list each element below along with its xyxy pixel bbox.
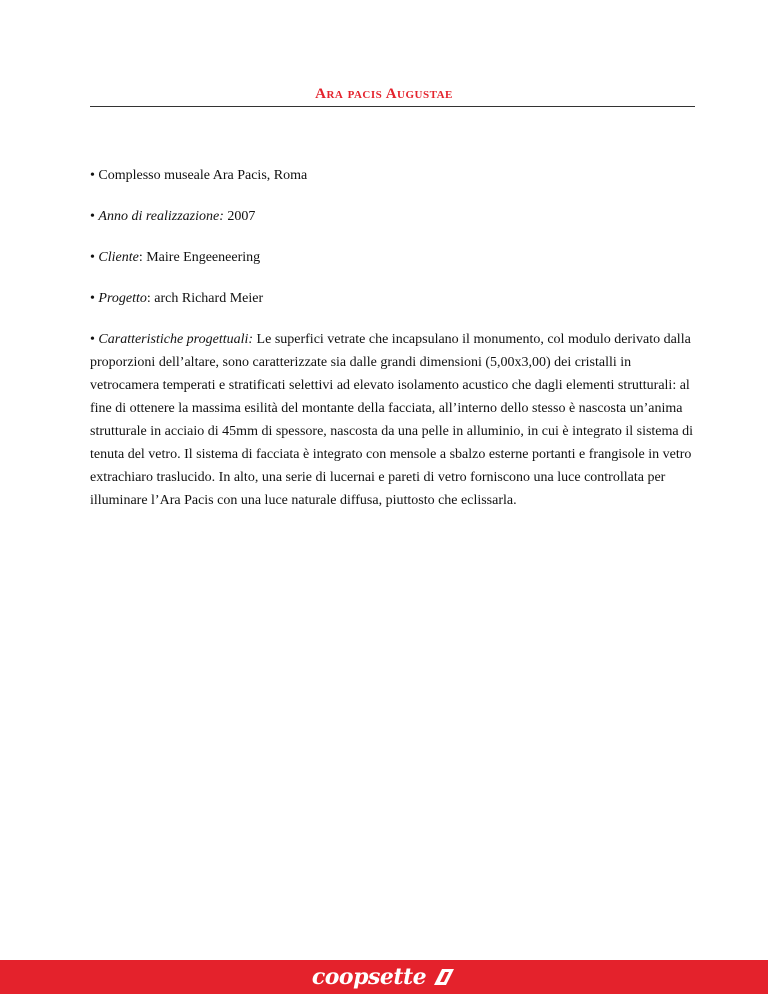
list-item-client: • Cliente: Maire Engeeneering [90,250,261,265]
item-label: Anno di realizzazione: [98,209,224,224]
list-item-year: • Anno di realizzazione: 2007 [90,209,256,224]
project-details [90,164,695,530]
item-label: Progetto [98,291,147,306]
list-item-features: • Caratteristiche progettuali: Le superfici vetrate che incapsulano il monumento, col modulo derivato dalla proporzioni dell’altare, sono caratterizzate sia dalle grandi dimensioni (5,00x3,00) dei cristalli in vetrocamera temperati e stratificati selettivi ad elevato isolamento acustico che dagli elementi strutturali: al fine di ottenere la massima esilità del montante della facciata, all’interno dello stesso è nascosta un’anima strutturale in acciaio di 45mm di spessore, nascosta da una pelle in alluminio, in cui è integrato il sistema di tenuta del vetro. Il sistema di facciata è integrato con mensole a sbalzo esterne portanti e frangisole in vetro extrachiaro traslucido. In alto, una serie di lucernai e pareti di vetro forniscono una luce controllata per illuminare l’Ara Pacis con una luce naturale diffusa, piuttosto che eclissarla. [90,332,694,508]
list-item-museum: • Complesso museale Ara Pacis, Roma [90,168,308,183]
page-title: Ara pacis Augustae [315,86,453,102]
brand-mark-icon [430,967,456,987]
brand-name: coopsette [311,964,427,990]
list-item-project: • Progetto: arch Richard Meier [90,291,264,306]
item-label: Caratteristiche progettuali: [98,332,254,347]
footer-bar [0,960,768,994]
title-divider [90,106,695,107]
brand-logo [312,964,456,990]
item-label: Cliente [98,250,139,265]
